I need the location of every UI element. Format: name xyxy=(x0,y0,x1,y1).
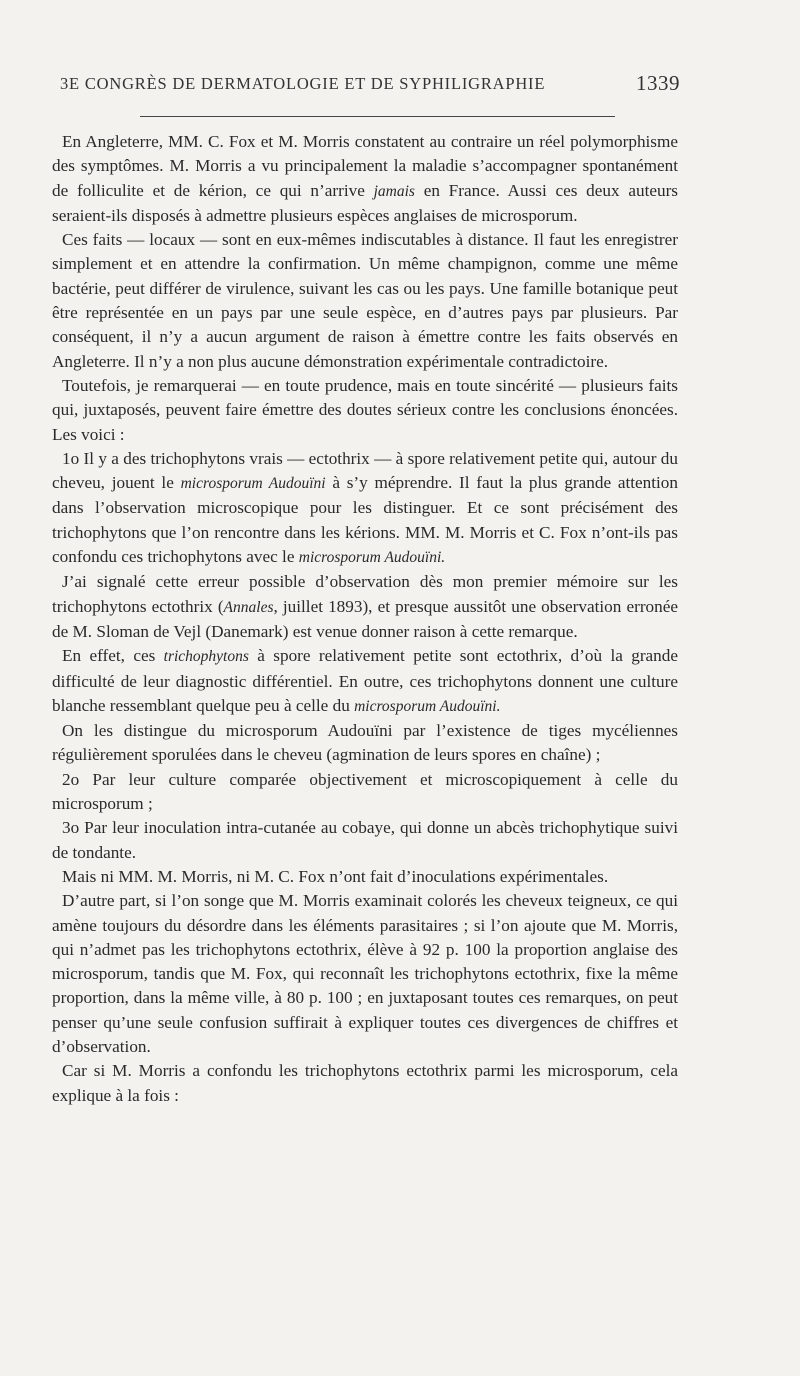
running-header xyxy=(52,71,680,102)
text-run: Car si M. Morris a confondu les trichophytons ectothrix parmi les microsporum, cela explique à la fois : xyxy=(52,1061,678,1105)
italic-text: microsporum Audouïni xyxy=(180,475,326,493)
text-run: En Angleterre, MM. C. Fox et M. Morris constatent au contraire un réel polymorphisme des symptômes. M. Morris a vu principalement la maladie s’accompagner spontanément de folliculite et de kérion, ce qui n’arrive xyxy=(52,132,678,200)
italic-text: jamais xyxy=(373,182,415,200)
paragraph xyxy=(52,768,678,817)
text-run: En effet, ces xyxy=(62,646,164,666)
paragraph xyxy=(52,889,678,1059)
paragraph xyxy=(52,865,678,889)
text-run: , juillet 1893), et presque aussitôt une observation erronée de M. Sloman de Vejl (Danemark) est venue donner raison à cette remarque. xyxy=(52,596,678,641)
paragraph xyxy=(52,130,678,228)
paragraph xyxy=(52,719,678,768)
paragraph xyxy=(52,644,678,719)
paragraph xyxy=(52,570,678,644)
header-rule xyxy=(140,116,615,117)
italic-text: Annales xyxy=(223,598,274,616)
text-run: à s’y méprendre. Il faut la plus grande attention dans l’observation microscopique pour les distinguer. Et ce sont précisément des trichophytons que l’on rencontre dans les kérions. MM. M. Morris et C. Fox n’ont-ils pas confondu ces trichophytons avec le xyxy=(52,473,678,567)
text-run: D’autre part, si l’on songe que M. Morris examinait colorés les cheveux teigneux, ce qui amène toujours du désordre dans les éléments parasitaires ; si l’on ajoute que M. Morris, qui n’admet pas les trichophytons ectothrix, élève à 92 p. 100 la proportion anglaise des microsporum, tandis que M. Fox, qui reconnaît les trichophytons ectothrix, fixe la même proportion, dans la même ville, à 80 p. 100 ; en juxtaposant toutes ces remarques, on peut penser qu’une seule confusion suffirait à expliquer toutes ces divergences de chiffres et d’observation. xyxy=(52,891,678,1056)
text-run: Toutefois, je remarquerai — en toute prudence, mais en toute sincérité — plusieurs faits qui, juxtaposés, peuvent faire émettre des doutes sérieux contre les conclusions énoncées. Les voici : xyxy=(52,375,678,444)
paragraph xyxy=(52,447,678,570)
running-title: 3E CONGRÈS DE DERMATOLOGIE ET DE SYPHILIGRAPHIE xyxy=(60,74,546,93)
text-run: à spore relativement petite sont ectothrix, d’où la grande difficulté de leur diagnostic différentiel. En outre, ces trichophytons donnent une culture blanche ressemblant quelque peu à celle du xyxy=(52,646,678,715)
text-run: en France. Aussi ces deux auteurs seraient-ils disposés à admettre plusieurs espèces anglaises de microsporum. xyxy=(52,180,678,225)
text-run: Mais ni MM. M. Morris, ni M. C. Fox n’ont fait d’inoculations expérimentales. xyxy=(62,866,609,886)
body-text xyxy=(52,130,678,1108)
italic-text: microsporum Audouïni. xyxy=(354,697,501,715)
text-run: On les distingue du microsporum Audouïni par l’existence de tiges mycéliennes régulièrement sporulées dans le cheveu (agmination de leurs spores en chaîne) ; xyxy=(52,721,678,765)
paragraph xyxy=(52,374,678,447)
text-run: 2o Par leur culture comparée objectivement et microscopiquement à celle du microsporum ; xyxy=(52,769,678,814)
italic-text: trichophytons xyxy=(163,648,249,666)
paragraph xyxy=(52,228,678,374)
text-run: J’ai signalé cette erreur possible d’observation dès mon premier mémoire sur les trichophytons ectothrix ( xyxy=(52,572,678,616)
italic-text: microsporum Audouïni. xyxy=(298,549,446,567)
page-number: 1339 xyxy=(636,71,680,95)
text-run: 3o Par leur inoculation intra-cutanée au cobaye, qui donne un abcès trichophytique suivi de tondante. xyxy=(52,818,678,862)
paragraph xyxy=(52,1059,678,1108)
paragraph xyxy=(52,816,678,865)
text-run: Ces faits — locaux — sont en eux-mêmes indiscutables à distance. Il faut les enregistrer simplement et en attendre la confirmation. Un même champignon, comme une même bactérie, peut différer de virulence, suivant les cas ou les pays. Une famille botanique peut être représentée en un pays par une seule espèce, en d’autres pays par plusieurs. Par conséquent, il n’y a aucun argument de raison à émettre contre les faits observés en Angleterre. Il n’y a non plus aucune démonstration expérimentale contradictoire. xyxy=(52,230,678,371)
text-run: 1o Il y a des trichophytons vrais — ectothrix — à spore relativement petite qui, autour du cheveu, jouent le xyxy=(52,448,678,493)
